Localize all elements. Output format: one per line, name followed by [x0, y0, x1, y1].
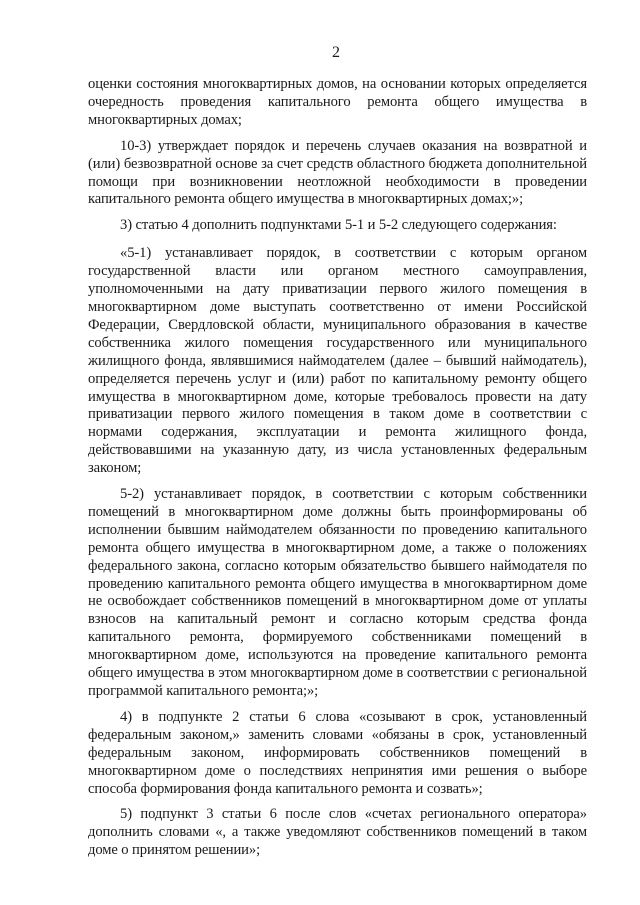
paragraph-item-3: 3) статью 4 дополнить подпунктами 5-1 и 5-2 следующего содержания:: [120, 217, 557, 234]
paragraph-item-4: 4) в подпункте 2 статьи 6 слова «созывают в срок, установленный федеральным законом,» заменить словами «обязаны в срок, установленный федеральным законом, информировать собственников помещений в многоквартирном доме о последствиях непринятия ими решения о выборе способа формирования фонда капитального ремонта и созвать»;: [88, 708, 587, 797]
paragraph-5-1: «5-1) устанавливает порядок, в соответствии с которым органом государственной власти или органом местного самоуправления, уполномоченными на дату приватизации первого жилого помещения в многоквартирном доме выступать соответственно от имени Российской Федерации, Свердловской области, муниципального образования в качестве собственника жилого помещения государственного или муниципального жилищного фонда, являвшимися наймодателем (далее – бывший наймодатель), определяется перечень услуг и (или) работ по капитальному ремонту общего имущества в многоквартирном доме, которые требовалось провести на дату приватизации первого жилого помещения в таком доме в соответствии с нормами содержания, эксплуатации и ремонта жилищного фонда, действовавшими на указанную дату, из числа установленных федеральным законом;: [88, 245, 587, 477]
paragraph-continuation: оценки состояния многоквартирных домов, на основании которых определяется очередность проведения капитального ремонта общего имущества в многоквартирных домах;: [88, 76, 587, 128]
paragraph-5-2: 5-2) устанавливает порядок, в соответствии с которым собственники помещений в многоквартирном доме должны быть проинформированы об исполнении бывшим наймодателем обязанности по проведению капитального ремонта общего имущества в многоквартирном доме, а также о положениях федерального закона, согласно которым обязательство бывшего наймодателя по проведению капитального ремонта общего имущества в многоквартирном доме не освобождает собственников помещений в многоквартирном доме от уплаты взносов на капитальный ремонт и согласно которым средства фонда капитального ремонта, формируемого собственниками помещений в многоквартирном доме, используются на проведение капитального ремонта общего имущества в этом многоквартирном доме в соответствии с региональной программой капитального ремонта;»;: [88, 486, 587, 699]
paragraph-10-3: 10-3) утверждает порядок и перечень случаев оказания на возвратной и (или) безвозвратной основе за счет средств областного бюджета дополнительной помощи при возникновении неотложной необходимости в проведении капитального ремонта общего имущества в многоквартирных домах;»;: [88, 137, 587, 208]
paragraph-item-5: 5) подпункт 3 статьи 6 после слов «счетах регионального оператора» дополнить словами «, а также уведомляют собственников помещений в таком доме о принятом решении»;: [88, 806, 587, 859]
page-number: 2: [332, 44, 340, 61]
document-body: [88, 76, 587, 868]
